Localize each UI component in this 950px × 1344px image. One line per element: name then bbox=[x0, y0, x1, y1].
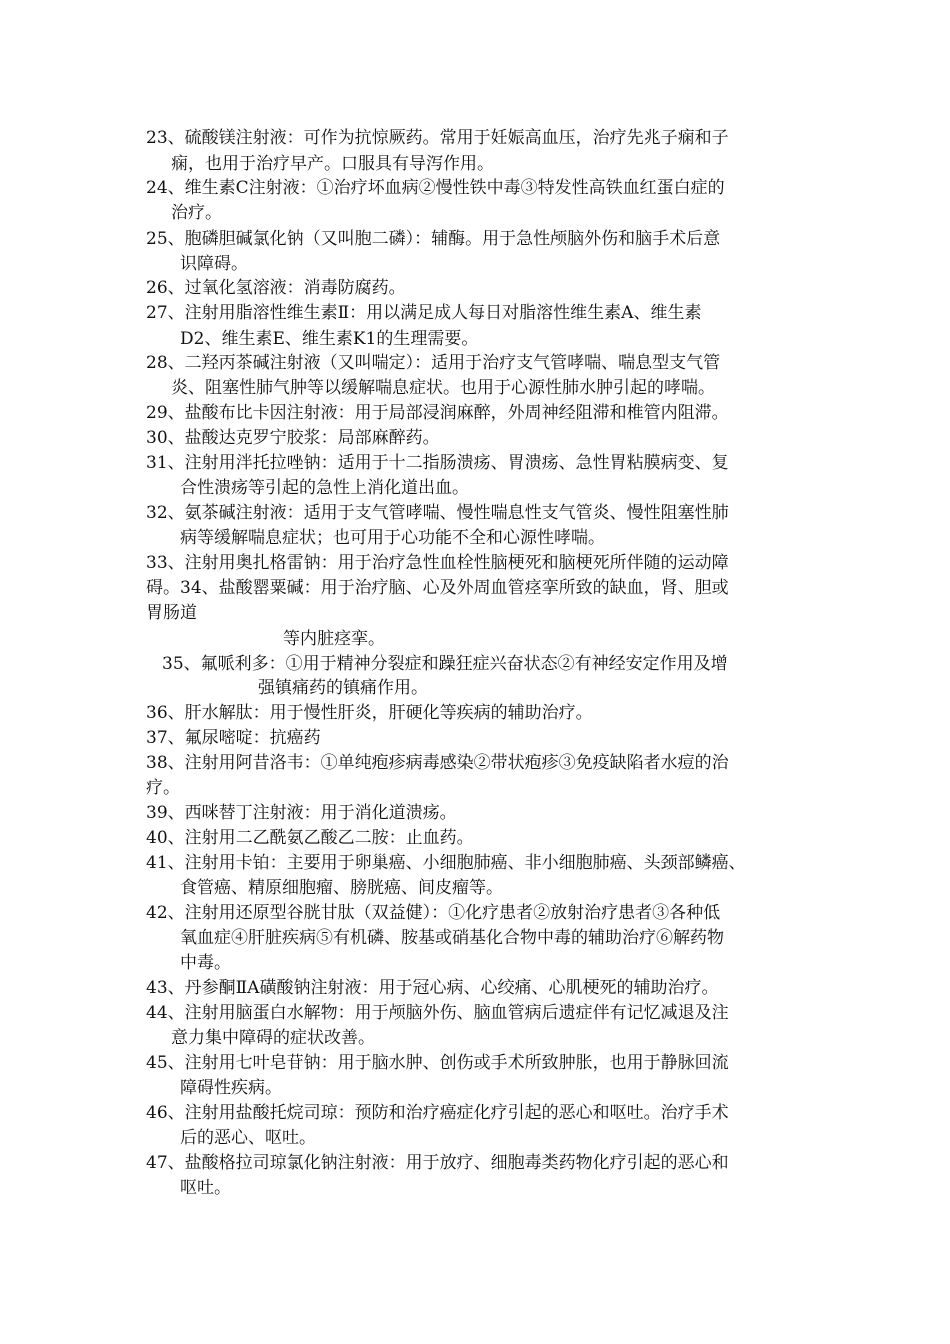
text-line: 胃肠道 bbox=[146, 603, 197, 623]
text-line: 25、胞磷胆碱氯化钠（又叫胞二磷）：辅酶。用于急性颅脑外伤和脑手术后意 bbox=[146, 229, 721, 249]
text-line: 氧血症④肝脏疾病⑤有机磷、胺基或硝基化合物中毒的辅助治疗⑥解药物 bbox=[180, 928, 724, 948]
text-line: 39、西咪替丁注射液：用于消化道溃疡。 bbox=[146, 803, 457, 823]
text-line: 识障碍。 bbox=[180, 254, 248, 274]
text-line: 强镇痛药的镇痛作用。 bbox=[258, 678, 428, 698]
text-line: 35、氟哌利多：①用于精神分裂症和躁狂症兴奋状态②有神经安定作用及增 bbox=[162, 654, 728, 674]
text-line: 合性溃疡等引起的急性上消化道出血。 bbox=[180, 478, 469, 498]
text-line: 38、注射用阿昔洛韦：①单纯疱疹病毒感染②带状疱疹③免疫缺陷者水痘的治 bbox=[146, 753, 729, 773]
text-line: 45、注射用七叶皂苷钠：用于脑水肿、创伤或手术所致肿胀，也用于静脉回流 bbox=[146, 1053, 729, 1073]
text-line: D2、维生素E、维生素K1的生理需要。 bbox=[180, 329, 479, 349]
text-line: 28、二羟丙茶碱注射液（又叫喘定）：适用于治疗支气管哮喘、喘息型支气管 bbox=[146, 353, 721, 373]
text-line: 障碍性疾病。 bbox=[180, 1078, 282, 1098]
text-line: 27、注射用脂溶性维生素Ⅱ：用以满足成人每日对脂溶性维生素A、维生素 bbox=[146, 303, 702, 323]
text-line: 后的恶心、呕吐。 bbox=[180, 1128, 316, 1148]
text-line: 29、盐酸布比卡因注射液：用于局部浸润麻醉，外周神经阻滞和椎管内阻滞。 bbox=[146, 403, 729, 423]
text-line: 46、注射用盐酸托烷司琼：预防和治疗癌症化疗引起的恶心和呕吐。治疗手术 bbox=[146, 1103, 729, 1123]
text-line: 疗。 bbox=[146, 778, 180, 798]
text-line: 32、氨茶碱注射液：适用于支气管哮喘、慢性喘息性支气管炎、慢性阻塞性肺 bbox=[146, 503, 729, 523]
text-line: 30、盐酸达克罗宁胶浆：局部麻醉药。 bbox=[146, 428, 440, 448]
text-line: 44、注射用脑蛋白水解物：用于颅脑外伤、脑血管病后遗症伴有记忆减退及注 bbox=[146, 1003, 729, 1023]
text-line: 31、注射用泮托拉唑钠：适用于十二指肠溃疡、胃溃疡、急性胃粘膜病变、复 bbox=[146, 453, 729, 473]
text-line: 40、注射用二乙酰氨乙酸乙二胺：止血药。 bbox=[146, 828, 474, 848]
text-line: 痫，也用于治疗早产。口服具有导泻作用。 bbox=[171, 154, 494, 174]
text-line: 26、过氧化氢溶液：消毒防腐药。 bbox=[146, 278, 406, 298]
text-line: 意力集中障碍的症状改善。 bbox=[171, 1028, 375, 1048]
text-line: 碍。34、盐酸罂粟碱：用于治疗脑、心及外周血管痉挛所致的缺血，肾、胆或 bbox=[146, 578, 729, 598]
text-line: 等内脏痉挛。 bbox=[283, 629, 385, 649]
text-line: 41、注射用卡铂：主要用于卵巢癌、小细胞肺癌、非小细胞肺癌、头颈部鳞癌、 bbox=[146, 853, 746, 873]
text-line: 47、盐酸格拉司琼氯化钠注射液：用于放疗、细胞毒类药物化疗引起的恶心和 bbox=[146, 1153, 729, 1173]
text-line: 36、肝水解肽：用于慢性肝炎，肝硬化等疾病的辅助治疗。 bbox=[146, 703, 593, 723]
text-line: 治疗。 bbox=[171, 203, 222, 223]
text-line: 23、硫酸镁注射液：可作为抗惊厥药。常用于妊娠高血压，治疗先兆子痫和子 bbox=[146, 128, 729, 148]
text-line: 42、注射用还原型谷胱甘肽（双益健）：①化疗患者②放射治疗患者③各种低 bbox=[146, 903, 721, 923]
text-line: 33、注射用奥扎格雷钠：用于治疗急性血栓性脑梗死和脑梗死所伴随的运动障 bbox=[146, 553, 729, 573]
text-line: 24、维生素C注射液：①治疗坏血病②慢性铁中毒③特发性高铁血红蛋白症的 bbox=[146, 178, 725, 198]
text-line: 37、氟尿嘧啶：抗癌药 bbox=[146, 728, 321, 748]
text-line: 呕吐。 bbox=[180, 1178, 231, 1198]
text-line: 病等缓解喘息症状；也可用于心功能不全和心源性哮喘。 bbox=[180, 528, 605, 548]
text-line: 食管癌、精原细胞瘤、膀胱癌、间皮瘤等。 bbox=[180, 878, 503, 898]
text-line: 43、丹参酮ⅡA磺酸钠注射液：用于冠心病、心绞痛、心肌梗死的辅助治疗。 bbox=[146, 978, 719, 998]
text-line: 炎、阻塞性肺气肿等以缓解喘息症状。也用于心源性肺水肿引起的哮喘。 bbox=[171, 378, 715, 398]
text-line: 中毒。 bbox=[180, 953, 231, 973]
